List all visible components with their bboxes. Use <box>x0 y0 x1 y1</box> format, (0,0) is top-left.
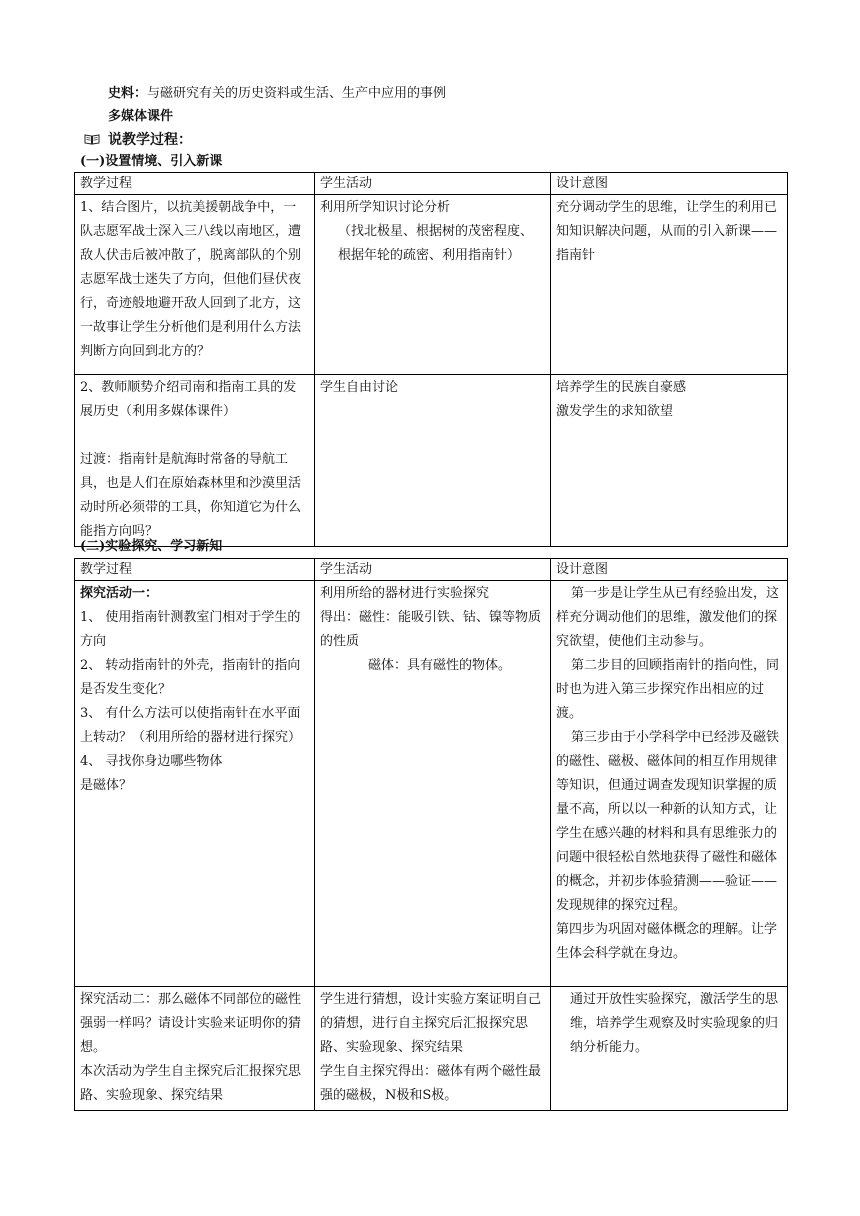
process-text: 4、 寻找你身边哪些物体是磁体？ <box>80 754 223 793</box>
activity-text: 学生进行猜想，设计实验方案证明自己的猜想，进行自主探究后汇报探究思路、实验现象、探究结果 <box>320 992 542 1055</box>
activity-text: 磁体：具有磁性的物体。 <box>368 658 512 673</box>
process-text: 探究活动一： <box>80 586 159 601</box>
header-design-intent: 设计意图 <box>551 559 788 581</box>
process-cell <box>75 195 315 375</box>
process-cell <box>75 375 315 547</box>
section1-header-row <box>75 173 788 195</box>
header-design-intent: 设计意图 <box>551 173 788 195</box>
section2-title: (二)实验探究、学习新知 <box>80 539 223 554</box>
materials-line <box>108 85 446 103</box>
materials-text: 与磁研究有关的历史资料或生活、生产中应用的事例 <box>147 86 447 101</box>
process-cell <box>75 987 315 1111</box>
intent-cell <box>551 987 788 1111</box>
header-student-activity: 学生活动 <box>315 173 551 195</box>
process-cell <box>75 581 315 987</box>
intent-text: 充分调动学生的思维，让学生的利用已知知识解决问题，从而的引入新课——指南针 <box>556 200 778 263</box>
process-heading-text: 说教学过程： <box>108 132 192 148</box>
intent-text: 培养学生的民族自豪感 <box>556 380 687 395</box>
header-teaching-process: 教学过程 <box>75 173 315 195</box>
book-icon <box>84 134 100 145</box>
activity-text: 得出：磁性：能吸引铁、钴、镍等物质的性质 <box>320 610 542 649</box>
media-line: 多媒体课件 <box>108 109 174 124</box>
spacer <box>80 424 309 448</box>
intent-text: 第一步是让学生从已有经验出发，这样充分调动他们的思维，激发他们的探究欲望，使他们主动参与。 <box>556 586 780 649</box>
intent-text: 通过开放性实验探究，激活学生的思维，培养学生观察及时实验现象的归纳分析能力。 <box>570 992 779 1055</box>
table-row <box>75 987 788 1111</box>
process-heading <box>84 131 192 149</box>
process-text: 2、教师顺势介绍司南和指南工具的发展历史（利用多媒体课件） <box>80 380 297 419</box>
section2-table <box>74 558 788 1111</box>
process-text: 过渡：指南针是航海时常备的导航工具，也是人们在原始森林里和沙漠里活动时所必须带的工具，你知道它为什么能指方向吗？ <box>80 452 302 539</box>
intent-cell <box>551 581 788 987</box>
section1-title: (一)设置情境、引入新课 <box>80 154 223 169</box>
activity-cell <box>315 987 551 1111</box>
intent-text: 第三步由于小学科学中已经涉及磁铁的磁性、磁极、磁体间的相互作用规律等知识，但通过调查发现知识掌握的质量不高，所以以一种新的认知方式，让学生在感兴趣的材料和具有思维张力的问题中很轻松自然地获得了磁性和磁体的概念，并初步体验猜测——验证——发现规律的探究过程。 <box>556 730 780 913</box>
process-text: 1、结合图片，以抗美援朝战争中，一队志愿军战士深入三八线以南地区，遭敌人伏击后被冲散了，脱离部队的个别志愿军战士迷失了方向，但他们昼伏夜行，奇迹般地避开敌人回到了北方，这一故事让学生分析他们是利用什么方法判断方向回到北方的？ <box>80 200 302 359</box>
process-text: 探究活动二：那么磁体不同部位的磁性强弱一样吗？请设计实验来证明你的猜想。 <box>80 992 302 1055</box>
process-text: 1、 使用指南针测教室门相对于学生的方向 <box>80 610 301 649</box>
intent-cell <box>551 375 788 547</box>
activity-cell <box>315 581 551 987</box>
table-row <box>75 195 788 375</box>
activity-text: 利用所学知识讨论分析 <box>320 200 451 215</box>
section2-header-row <box>75 559 788 581</box>
activity-text: （找北极星、根据树的茂密程度、根据年轮的疏密、利用指南针） <box>338 224 534 263</box>
process-text: 3、 有什么方法可以使指南针在水平面上转动？（利用所给的器材进行探究） <box>80 706 302 745</box>
intent-text: 第四步为巩固对磁体概念的理解。让学生体会科学就在身边。 <box>556 922 778 961</box>
header-teaching-process: 教学过程 <box>75 559 315 581</box>
process-text: 本次活动为学生自主探究后汇报探究思路、实验现象、探究结果 <box>80 1064 302 1103</box>
intent-cell <box>551 195 788 375</box>
section1-table <box>74 172 788 547</box>
intent-text: 第二步目的回顾指南针的指向性，同时也为进入第三步探究作出相应的过渡。 <box>556 658 780 721</box>
header-student-activity: 学生活动 <box>315 559 551 581</box>
table-row <box>75 375 788 547</box>
activity-cell <box>315 195 551 375</box>
table-row <box>75 581 788 987</box>
process-text: 2、 转动指南针的外壳，指南针的指向是否发生变化？ <box>80 658 301 697</box>
activity-text: 利用所给的器材进行实验探究 <box>320 586 490 601</box>
activity-text: 学生自主探究得出：磁体有两个磁性最强的磁极，N极和S极。 <box>320 1064 542 1103</box>
activity-text: 学生自由讨论 <box>320 380 399 395</box>
materials-label: 史料： <box>108 86 148 101</box>
activity-cell <box>315 375 551 547</box>
intent-text: 激发学生的求知欲望 <box>556 404 674 419</box>
